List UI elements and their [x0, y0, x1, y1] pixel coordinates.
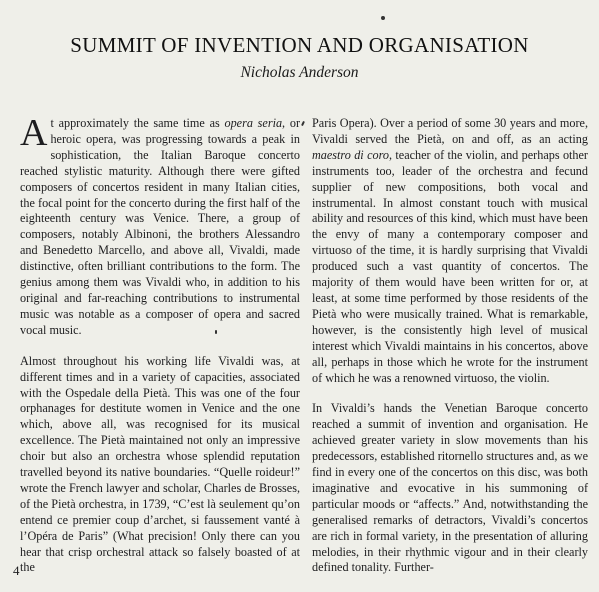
page-title: SUMMIT OF INVENTION AND ORGANISATION	[70, 33, 529, 57]
emphasis-text: maestro di coro	[312, 147, 389, 162]
text-column-right	[312, 116, 588, 591]
text-segment: , or heroic opera, was progressing towards a peak in sophistication, the Italian Baroque concerto reached stylistic maturity. Although there were gifted composers of concertos resident in many Italian cities, the focal point for the concerto during the first half of the eighteenth century was Venice. There, a group of composers, notably Albinoni, the brothers Alessandro and Benedetto Marcello, and above all, Vivaldi, made distinctive, often brilliant contributions to the form. The genius among them was Vivaldi who, in addition to his original and far-reaching contributions to instrumental music was notable as a composer of opera and sacred vocal music.	[20, 116, 300, 337]
ink-speck	[301, 121, 305, 126]
paragraph: In Vivaldi’s hands the Venetian Baroque concerto reached a summit of invention and organisation. He achieved greater variety in slow movements than his predecessors, established ritornello structures and, as we find in every one of the concertos on this disc, was both imaginative and evocative in his summoning of particular moods or “affects.” And, notwithstanding the generalised remarks of detractors, Vivaldi’s concertos are rich in formal variety, in the presentation of alluring melodies, in their rhythmic vigour and in their clearly defined tonality. Further-	[312, 401, 588, 575]
paragraph	[20, 112, 300, 339]
author-name: Nicholas Anderson	[240, 64, 359, 81]
drop-cap: A	[20, 112, 48, 154]
text-segment: Paris Opera). Over a period of some 30 years and more, Vivaldi served the Pietà, on and off, as an acting	[312, 116, 588, 146]
page-number: 4	[13, 563, 20, 578]
text-segment: t approximately the same time as	[50, 116, 225, 130]
text-column-left	[20, 112, 300, 591]
text-segment: , teacher of the violin, and perhaps other instruments too, leader of the orchestra and fecund supplier of new compositions, both vocal and instrumental. In almost constant touch with musical ability and resources of this kind, which must have been the envy of many a contemporary composer and virtuoso of the time, it is hardly surprising that Vivaldi produced such a vast quantity of concertos. The majority of them would have been written for or, at least, at some time performed by those residents of the Pietà who were musically trained. What is remarkable, however, is the consistently high level of musical interest which Vivaldi maintains in his concertos, above all, perhaps in those which he wrote for the instrument of which he was a renowned virtuoso, the violin.	[312, 147, 588, 385]
paragraph: Almost throughout his working life Vivaldi was, at different times and in a variety of capacities, associated with the Ospedale della Pietà. This was one of the four orphanages for destitute women in Venice and the one which, above all, was recognised for its musical excellence. The Pietà maintained not only an impressive choir but also an orchestra whose splendid reputation travelled beyond its native boundaries. “Quelle roideur!” wrote the French lawyer and scholar, Charles de Brosses, of the Pietà orchestra, in 1739, “C’est là seulement qu’on entend ce premier coup d’archet, si faussement vanté à l’Opéra de Paris” (What precision! Only there can you hear that crisp orchestral attack so falsely boasted of at the	[20, 353, 300, 575]
emphasis-text: opera seria	[224, 116, 283, 130]
ink-speck	[381, 16, 385, 20]
paragraph	[312, 116, 588, 386]
